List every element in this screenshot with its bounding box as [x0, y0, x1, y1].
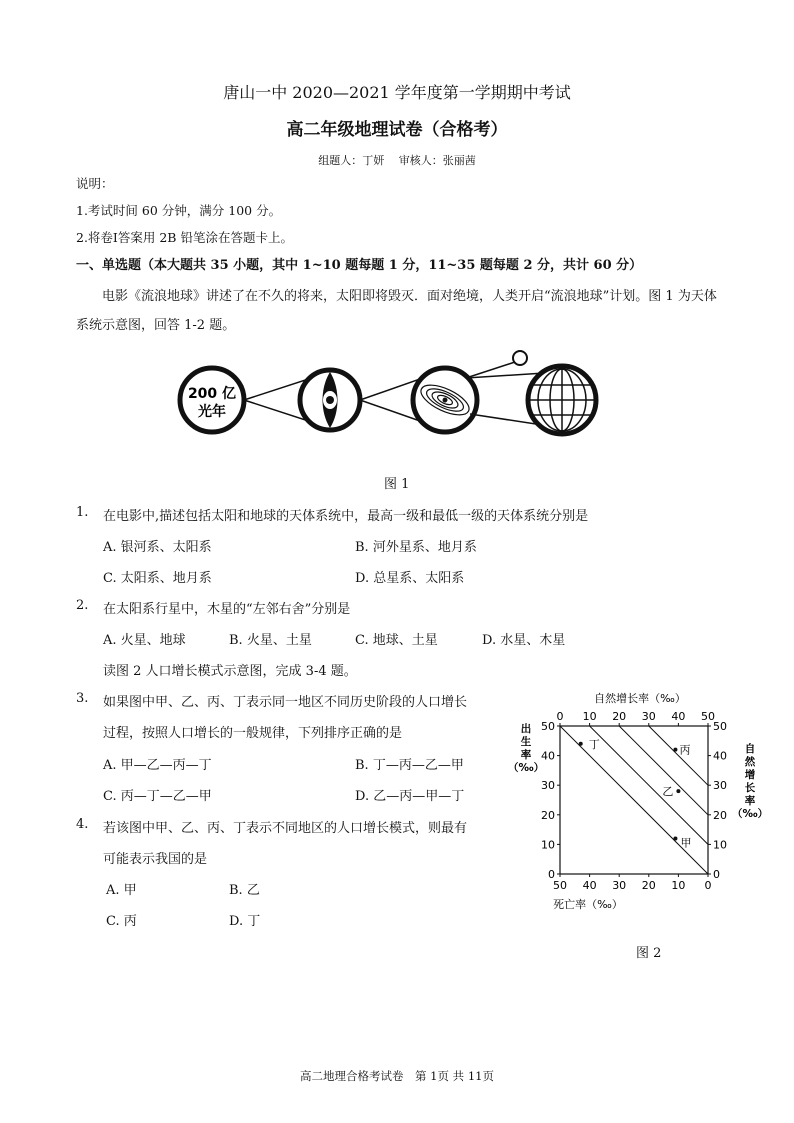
- option-c: C. 地球、土星: [355, 633, 438, 648]
- option-a: A. 甲—乙—丙—丁: [103, 758, 212, 773]
- data-point: [579, 742, 583, 746]
- option-a: A. 银河系、太阳系: [103, 540, 212, 555]
- exam-title: 高二年级地理试卷（合格考）: [286, 120, 508, 140]
- x-tick-label: 0: [704, 879, 712, 892]
- right-tick-label: 0: [713, 868, 720, 881]
- y-tick-label: 20: [541, 808, 555, 822]
- y-tick-label: 10: [541, 838, 555, 852]
- exam-makers: 组题人：丁妍 审核人：张丽茜: [318, 154, 476, 167]
- option-d: D. 丁: [229, 914, 261, 929]
- option-b: B. 河外星系、地月系: [355, 540, 477, 555]
- right-tick-label: 40: [713, 749, 727, 763]
- top-tick-label: 40: [671, 710, 686, 723]
- page-footer: 高二地理合格考试卷 第 1页 共 11页: [300, 1069, 494, 1083]
- option-a: A. 甲: [106, 883, 137, 898]
- question-text: 在电影中,描述包括太阳和地球的天体系统中，最高一级和最低一级的天体系统分别是: [103, 509, 589, 524]
- question-text: 如果图中甲、乙、丙、丁表示同一地区不同历史阶段的人口增长: [103, 695, 468, 710]
- section-heading: 一、单选题（本大题共 35 小题，其中 1~10 题每题 1 分，11~35 题每题 2 分，共计 60 分）: [76, 258, 643, 273]
- data-point-label: 丁: [588, 737, 600, 751]
- growth-rate-line: [619, 726, 708, 815]
- y-tick-label: 0: [548, 868, 555, 881]
- option-c: C. 丙: [106, 914, 137, 929]
- option-b: B. 丁—丙—乙—甲: [355, 758, 464, 773]
- right-tick-label: 20: [713, 808, 727, 822]
- x-tick-label: 20: [641, 879, 656, 892]
- option-c: C. 太阳系、地月系: [103, 571, 212, 586]
- figure-2-intro: 读图 2 人口增长模式示意图，完成 3-4 题。: [103, 664, 357, 679]
- x-tick-label: 10: [671, 879, 686, 892]
- top-tick-label: 20: [612, 710, 627, 723]
- question-number: 3.: [76, 691, 89, 706]
- data-point: [673, 836, 677, 840]
- question-text: 在太阳系行星中，木星的“左邻右舍”分别是: [103, 602, 351, 617]
- question-number: 2.: [76, 598, 89, 613]
- y-tick-label: 40: [541, 749, 555, 763]
- option-b: B. 乙: [229, 883, 260, 898]
- right-tick-label: 50: [713, 720, 727, 733]
- data-point-label: 乙: [662, 785, 674, 799]
- earth-small-icon: [513, 351, 527, 365]
- circle-text-line1: 200 亿: [187, 386, 237, 402]
- option-d: D. 乙—丙—甲—丁: [355, 789, 465, 804]
- y-tick-label: 50: [541, 720, 555, 733]
- question-number: 1.: [76, 505, 89, 520]
- top-tick-label: 50: [701, 710, 715, 723]
- option-a: A. 火星、地球: [103, 633, 186, 648]
- option-c: C. 丙—丁—乙—甲: [103, 789, 212, 804]
- right-tick-label: 10: [713, 838, 727, 852]
- note-item: 1.考试时间 60 分钟，满分 100 分。: [76, 203, 282, 218]
- growth-rate-line: [649, 726, 708, 785]
- option-d: D. 水星、木星: [482, 633, 566, 648]
- x-tick-label: 40: [582, 879, 597, 892]
- y-axis-label: 出生率（‰）: [507, 723, 545, 774]
- chart-title: 自然增长率（‰）: [594, 692, 686, 705]
- question-text: 可能表示我国的是: [103, 852, 208, 867]
- option-d: D. 总星系、太阳系: [355, 571, 465, 586]
- top-tick-label: 0: [556, 710, 564, 723]
- note-item: 2.将卷Ⅰ答案用 2B 铅笔涂在答题卡上。: [76, 230, 293, 245]
- figure-2-caption: 图 2: [636, 946, 662, 961]
- top-tick-label: 30: [641, 710, 656, 723]
- notes-label: 说明：: [76, 176, 114, 191]
- y-tick-label: 30: [541, 779, 555, 793]
- figure-1-celestial-systems: [170, 348, 610, 448]
- option-b: B. 火星、土星: [229, 633, 312, 648]
- section-intro: 电影《流浪地球》讲述了在不久的将来，太阳即将毁灭．面对绝境，人类开启“流浪地球”计划。图 1 为天体系统示意图，回答 1-2 题。: [76, 289, 717, 333]
- school-exam-title: 唐山一中 2020—2021 学年度第一学期期中考试: [223, 83, 571, 102]
- x-axis-label: 死亡率（‰）: [553, 898, 623, 911]
- data-point: [673, 748, 677, 752]
- question-text: 过程，按照人口增长的一般规律，下列排序正确的是: [103, 726, 403, 741]
- data-point-label: 丙: [679, 743, 691, 757]
- right-axis-label: 自然增长率（‰）: [731, 743, 769, 820]
- x-tick-label: 50: [553, 879, 567, 892]
- data-point: [676, 789, 680, 793]
- figure-2-population-chart: [507, 688, 769, 918]
- top-tick-label: 10: [582, 710, 597, 723]
- figure-1-caption: 图 1: [384, 477, 410, 492]
- question-text: 若该图中甲、乙、丙、丁表示不同地区的人口增长模式，则最有: [103, 821, 468, 836]
- question-number: 4.: [76, 817, 89, 832]
- circle-text-line2: 光年: [198, 404, 226, 420]
- data-point-label: 甲: [680, 836, 692, 850]
- right-tick-label: 30: [713, 779, 727, 793]
- x-tick-label: 30: [612, 879, 627, 892]
